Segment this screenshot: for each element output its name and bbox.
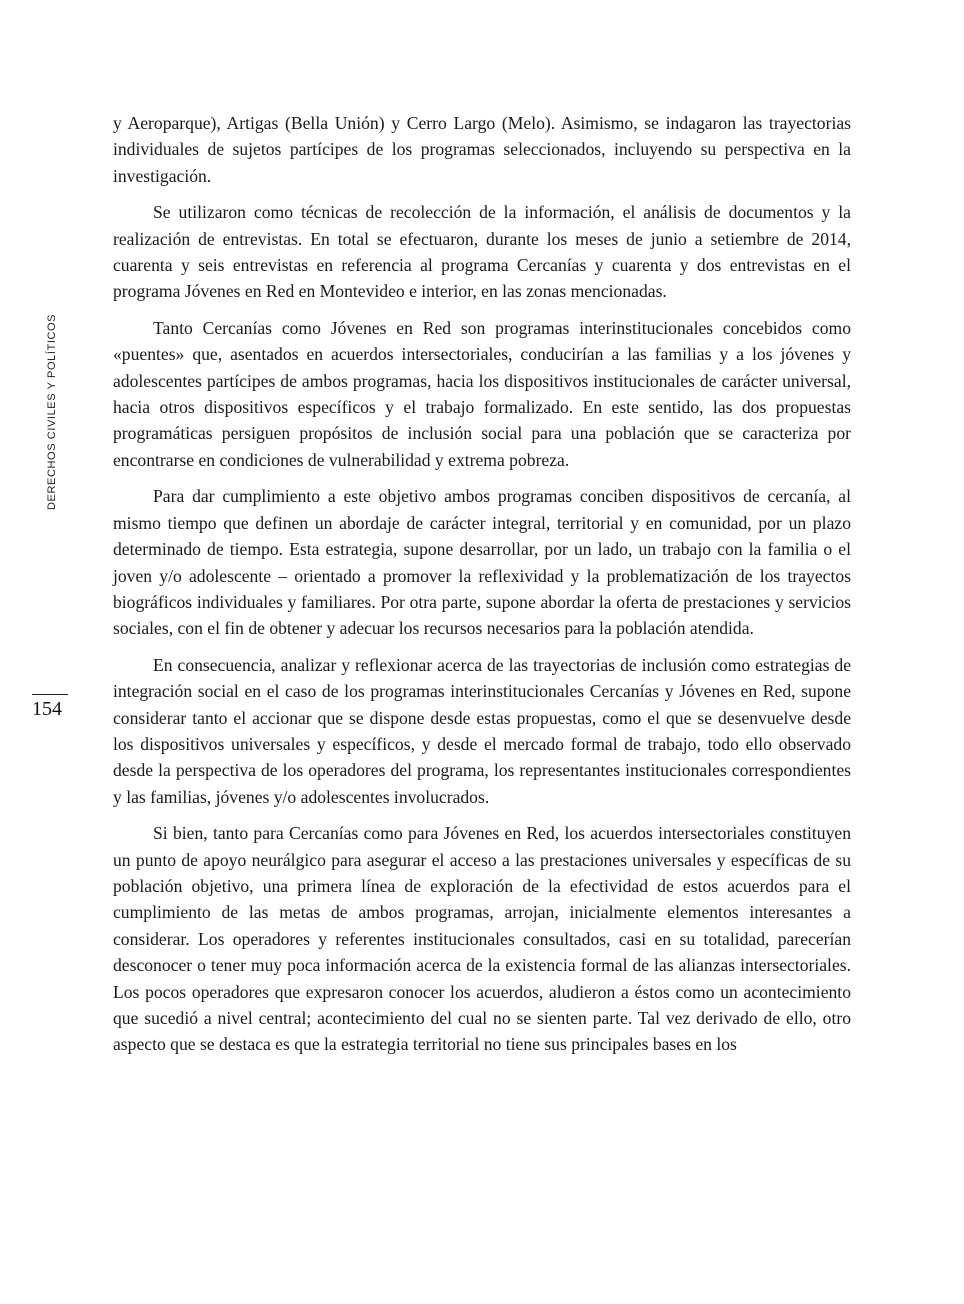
- paragraph: En consecuencia, analizar y reflexionar acerca de las trayectorias de inclusión como estrategias de integración social en el caso de los programas interinstitucionales Cercanías y Jóvenes en Red, supone considerar tanto el accionar que se dispone desde estas propuestas, como el que se desenvuelve desde los dispositivos universales y específicos, y desde el mercado formal de trabajo, todo ello observado desde la perspectiva de los operadores del programa, los representantes institucionales correspondientes y las familias, jóvenes y/o adolescentes involucrados.: [113, 654, 851, 807]
- body-text: [113, 110, 851, 1068]
- running-title: DERECHOS CIVILES Y POLÍTICOS: [46, 313, 58, 510]
- paragraph: Para dar cumplimiento a este objetivo ambos programas conciben dispositivos de cercanía, al mismo tiempo que definen un abordaje de carácter integral, territorial y en comunidad, por un plazo determinado de tiempo. Esta estrategia, supone desarrollar, por un lado, un trabajo con la familia o el joven y/o adolescente – orientado a promover la reflexividad y la problematización de los trayectos biográficos individuales y familiares. Por otra parte, supone abordar la oferta de prestaciones y servicios sociales, con el fin de obtener y adecuar los recursos necesarios para la población atendida.: [113, 486, 851, 639]
- page-number: 154: [32, 698, 62, 720]
- paragraph: Se utilizaron como técnicas de recolección de la información, el análisis de documentos y la realización de entrevistas. En total se efectuaron, durante los meses de junio a setiembre de 2014, cuarenta y seis entrevistas en referencia al programa Cercanías y cuarenta y dos entrevistas en el programa Jóvenes en Red en Montevideo e interior, en las zonas mencionadas.: [113, 202, 851, 302]
- paragraph-continuation: y Aeroparque), Artigas (Bella Unión) y Cerro Largo (Melo). Asimismo, se indagaron las trayectorias individuales de sujetos partícipes de los programas seleccionados, incluyendo su perspectiva en la investigación.: [113, 113, 851, 186]
- paragraph: Si bien, tanto para Cercanías como para Jóvenes en Red, los acuerdos intersectoriales constituyen un punto de apoyo neurálgico para asegurar el acceso a las prestaciones universales y específicas de su población objetivo, una primera línea de exploración de la efectividad de estos acuerdos para el cumplimiento de las metas de ambos programas, arrojan, inicialmente elementos interesantes a considerar. Los operadores y referentes institucionales consultados, casi en su totalidad, parecerían desconocer o tener muy poca información acerca de la existencia formal de las alianzas intersectoriales. Los pocos operadores que expresaron conocer los acuerdos, aludieron a éstos como un acontecimiento que sucedió a nivel central; acontecimiento del cual no se sienten parte. Tal vez derivado de ello, otro aspecto que se destaca es que la estrategia territorial no tiene sus principales bases en los: [113, 823, 851, 1055]
- paragraph: Tanto Cercanías como Jóvenes en Red son programas interinstitucionales concebidos como «puentes» que, asentados en acuerdos intersectoriales, conducirían a las familias y a los jóvenes y adolescentes partícipes de ambos programas, hacia los dispositivos institucionales de carácter universal, hacia otros dispositivos específicos y el trabajo formalizado. En este sentido, las dos propuestas programáticas persiguen propósitos de inclusión social para una población que se caracteriza por encontrarse en condiciones de vulnerabilidad y extrema pobreza.: [113, 317, 851, 470]
- page-number-rule: [32, 694, 68, 695]
